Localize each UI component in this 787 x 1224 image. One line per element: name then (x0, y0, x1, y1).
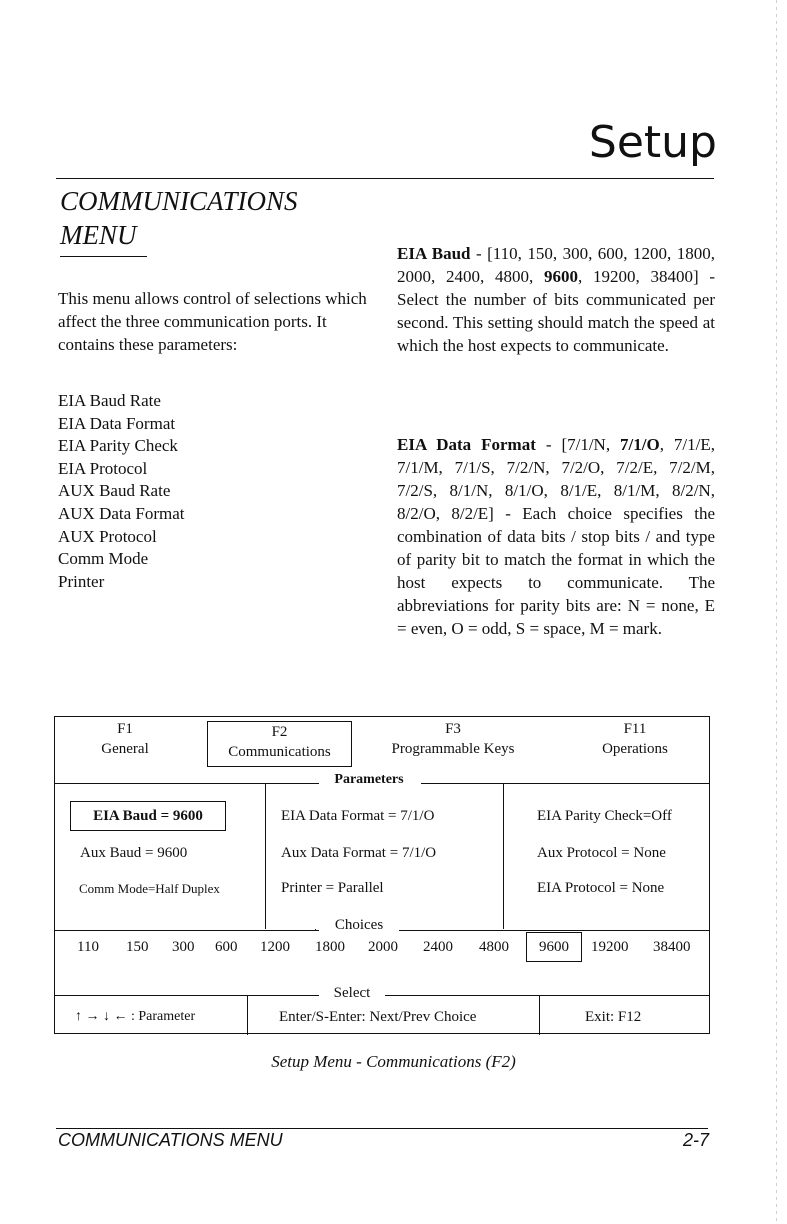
setup-menu-diagram (54, 716, 710, 1034)
fkey-f11[interactable] (575, 719, 695, 759)
list-item: EIA Protocol (58, 458, 148, 478)
param-printer[interactable]: Printer = Parallel (281, 880, 384, 896)
choice-2000[interactable]: 2000 (368, 939, 398, 955)
select-parameter-keys: ↑ → ↓ ← : Parameter (75, 1009, 196, 1024)
section-title (60, 184, 298, 252)
fkey-f3-label: Programmable Keys (391, 741, 515, 757)
choices-label: Choices (319, 915, 399, 935)
param-eia-baud: EIA Baud = 9600 (93, 808, 203, 824)
choice-1200[interactable]: 1200 (260, 939, 290, 955)
list-item: EIA Baud Rate (58, 391, 161, 410)
param-eia-data-format[interactable]: EIA Data Format = 7/1/O (281, 808, 435, 824)
figure-caption: Setup Menu - Communications (F2) (271, 1052, 516, 1071)
page-number: 2-7 (682, 1130, 709, 1150)
baud-label: EIA Baud (397, 244, 471, 263)
intro-paragraph: This menu allows control of selections which affect the three communication ports. It contains these parameters: (58, 289, 367, 354)
choice-38400[interactable]: 38400 (653, 939, 691, 955)
header-rule (56, 178, 714, 179)
select-rule-right (385, 995, 709, 996)
choice-110[interactable]: 110 (77, 939, 99, 955)
fkey-f1[interactable] (75, 719, 175, 759)
section-title-line2: MENU (60, 220, 137, 250)
format-default: 7/1/O (620, 435, 660, 454)
select-enter-keys: Enter/S-Enter: Next/Prev Choice (279, 1009, 477, 1025)
select-divider (539, 995, 540, 1035)
footer-section: COMMUNICATIONS MENU (58, 1130, 283, 1150)
parameters-rule-right (421, 783, 709, 784)
param-comm-mode[interactable]: Comm Mode=Half Duplex (79, 881, 220, 896)
fkey-f3[interactable] (373, 719, 533, 759)
list-item: AUX Baud Rate (58, 481, 171, 501)
parameters-list (58, 390, 378, 593)
list-item: EIA Data Format (58, 413, 176, 433)
param-aux-protocol[interactable]: Aux Protocol = None (537, 845, 666, 861)
footer-rule (56, 1128, 708, 1129)
param-eia-parity[interactable]: EIA Parity Check=Off (537, 808, 672, 824)
choice-4800[interactable]: 4800 (479, 939, 509, 955)
choice-2400[interactable]: 2400 (423, 939, 453, 955)
baud-options-pre: - [110, 150, 300, 600, 1200, 1800, 2000, 2400, 4800, (397, 244, 715, 286)
parameters-rule-left (55, 783, 319, 784)
list-item: AUX Protocol (58, 526, 157, 546)
choice-9600-selected[interactable]: 9600 (526, 932, 582, 962)
select-exit-key: Exit: F12 (585, 1009, 642, 1025)
section-rule (60, 256, 147, 257)
section-title-line1: COMMUNICATIONS (60, 186, 298, 216)
baud-default: 9600 (543, 267, 578, 286)
format-options-post: , 7/1/E, 7/1/M, 7/1/S, 7/2/N, 7/2/O, 7/2/E, 7/2/M, 7/2/S, 8/1/N, 8/1/O, 8/1/E, 8/1/M, 8/2/N, 8/2/O, 8/2/E] - Each choice specifies the combination of data bits / stop bits / and type of parity bit to match the format in which the host expects to communicate. The abbreviations for parity bits are: N = none, E = even, O = odd, S = space, M = mark. (397, 435, 715, 638)
choice-600[interactable]: 600 (215, 939, 238, 955)
param-eia-protocol[interactable]: EIA Protocol = None (537, 880, 665, 896)
fkey-f11-label: Operations (602, 741, 668, 757)
list-item: EIA Parity Check (58, 436, 178, 456)
param-aux-baud[interactable]: Aux Baud = 9600 (80, 845, 188, 861)
format-options-pre: - [7/1/N, (535, 435, 621, 454)
column-divider (265, 783, 266, 929)
format-description (397, 433, 715, 640)
baud-options-post: , 19200, 38400] - Select the number of bits communicated per second. This setting should match the speed at which the host expects to communicate. (397, 267, 716, 355)
fkey-f11-key: F11 (623, 721, 647, 737)
format-label: EIA Data Format (397, 435, 536, 454)
select-rule-left (55, 995, 319, 996)
choice-150[interactable]: 150 (126, 939, 149, 955)
choice-19200[interactable]: 19200 (591, 939, 629, 955)
fkey-f2-key: F2 (271, 724, 288, 740)
eia-baud-selected-box[interactable] (70, 801, 226, 831)
page-title: Setup (588, 117, 717, 168)
page-edge-rule (776, 0, 777, 1224)
choice-300[interactable]: 300 (172, 939, 195, 955)
parameters-label: Parameters (334, 772, 404, 787)
column-divider (503, 783, 504, 929)
fkey-f3-key: F3 (445, 721, 461, 737)
fkey-f2-selected[interactable] (207, 721, 352, 767)
list-item: Comm Mode (58, 549, 149, 569)
fkey-f2-label: Communications (228, 744, 331, 760)
choice-1800[interactable]: 1800 (315, 939, 345, 955)
fkey-f1-key: F1 (117, 721, 133, 737)
param-aux-data-format[interactable]: Aux Data Format = 7/1/O (281, 845, 437, 861)
fkey-f1-label: General (101, 741, 149, 757)
list-item: AUX Data Format (58, 503, 185, 523)
baud-description (397, 242, 715, 357)
list-item: Printer (58, 571, 105, 591)
select-label: Select (333, 985, 371, 1001)
select-divider (247, 995, 248, 1035)
